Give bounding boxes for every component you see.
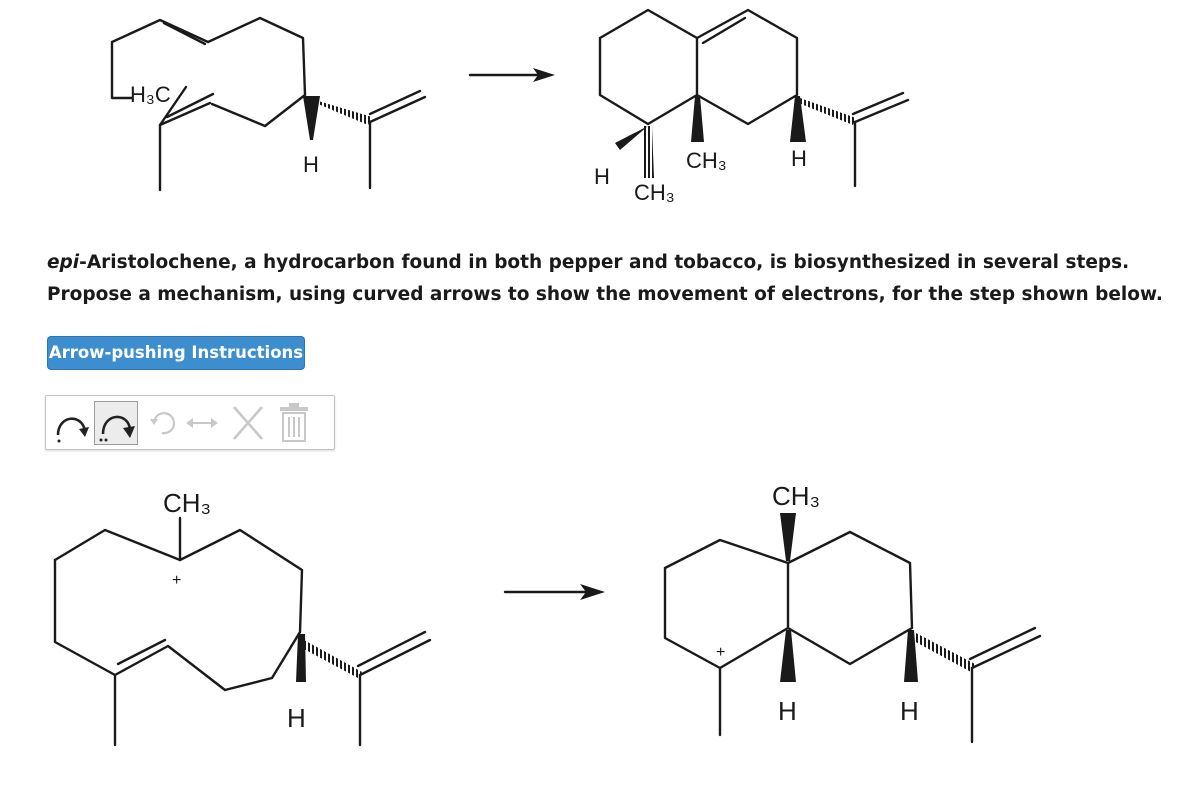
methyl-label: CH₃ bbox=[163, 488, 212, 518]
bottom-reactant-molecule bbox=[55, 488, 430, 745]
hash-bond bbox=[912, 632, 975, 672]
methyl-label: H₃C bbox=[130, 82, 171, 107]
hydrogen-label: H bbox=[900, 696, 919, 726]
delete-tool[interactable] bbox=[226, 401, 270, 445]
methyl-label: CH₃ bbox=[686, 148, 727, 173]
curved-arrow-half-icon bbox=[52, 401, 92, 445]
question-body: -Aristolochene, a hydrocarbon found in both pepper and tobacco, is biosynthesized in several steps. Propose a mechanism, using curved arrows to show the movement of electrons, for the step shown below. bbox=[47, 252, 1163, 305]
top-reaction-scheme bbox=[0, 0, 1200, 230]
wedge-bond bbox=[780, 513, 796, 561]
hash-bond bbox=[315, 100, 372, 125]
question-text bbox=[47, 247, 1167, 311]
methyl-label: CH₃ bbox=[634, 180, 675, 205]
hash-bond bbox=[800, 98, 856, 125]
top-reaction-arrow bbox=[470, 68, 555, 82]
wedge-bond bbox=[780, 630, 796, 682]
methyl-label: CH₃ bbox=[772, 481, 821, 511]
hydrogen-label: H bbox=[791, 146, 807, 171]
question-italic-prefix: epi bbox=[47, 252, 80, 273]
rotate-tool[interactable] bbox=[146, 401, 180, 445]
top-reactant-molecule bbox=[112, 18, 425, 190]
electron-pair-arrow-tool[interactable] bbox=[94, 401, 138, 445]
double-arrow-icon bbox=[182, 401, 222, 445]
carbocation-charge: + bbox=[716, 644, 726, 661]
hydrogen-label: H bbox=[287, 703, 306, 733]
trash-icon bbox=[274, 401, 314, 445]
resonance-tool[interactable] bbox=[182, 401, 222, 445]
arrow-pushing-instructions-button[interactable]: Arrow-pushing Instructions bbox=[47, 336, 305, 370]
wedge-bond bbox=[615, 126, 648, 150]
hydrogen-label: H bbox=[778, 696, 797, 726]
arrow-tool-palette bbox=[45, 395, 335, 450]
bottom-reaction-arrow bbox=[505, 584, 605, 600]
clear-tool[interactable] bbox=[274, 401, 314, 445]
hydrogen-label: H bbox=[303, 152, 319, 177]
close-icon bbox=[226, 401, 270, 445]
bottom-product-molecule bbox=[665, 481, 1040, 742]
top-product-molecule bbox=[594, 10, 908, 205]
carbocation-charge: + bbox=[172, 572, 182, 589]
rotate-icon bbox=[146, 401, 180, 445]
hash-bond bbox=[642, 126, 654, 178]
single-electron-arrow-tool[interactable] bbox=[52, 401, 92, 445]
curved-arrow-full-icon bbox=[95, 402, 137, 444]
wedge-bond bbox=[691, 96, 704, 142]
bottom-reaction-canvas[interactable] bbox=[0, 470, 1200, 800]
hash-bond bbox=[302, 640, 362, 678]
hydrogen-label: H bbox=[594, 164, 610, 189]
